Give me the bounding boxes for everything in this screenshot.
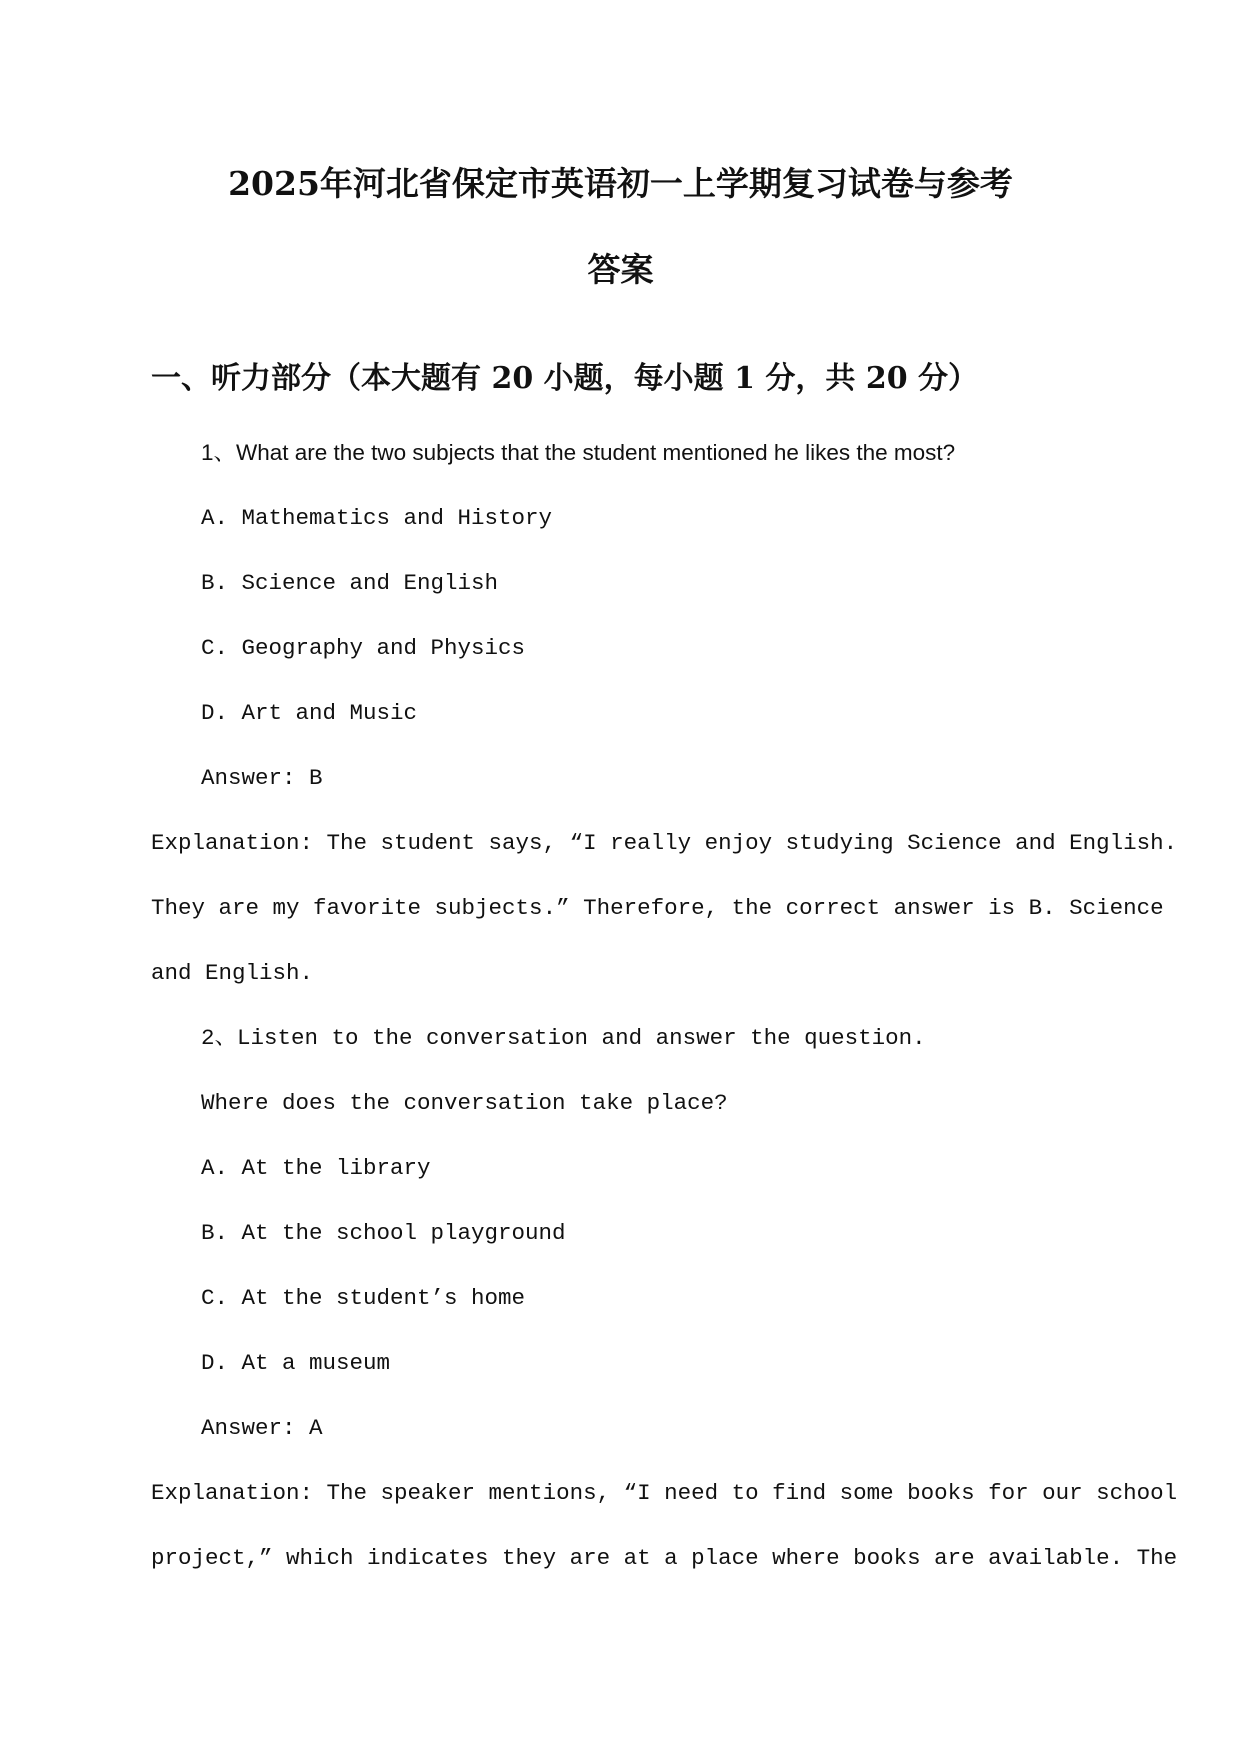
question-1-explanation-line-3: and English.: [151, 960, 314, 986]
question-2-explanation-line-2: project,” which indicates they are at a place where books are available. The: [151, 1545, 1178, 1571]
question-2-prompt: 2、Listen to the conversation and answer the question.: [201, 1025, 926, 1051]
question-1-explanation-line-2: They are my favorite subjects.” Therefore, the correct answer is B. Science: [151, 895, 1164, 921]
document-title-line-2: 答案: [587, 250, 654, 289]
question-1-answer: Answer: B: [201, 765, 323, 791]
question-2-option-b: B. At the school playground: [201, 1220, 566, 1246]
question-2-option-c: C. At the student’s home: [201, 1285, 526, 1311]
question-1-option-c: C. Geography and Physics: [201, 635, 526, 661]
question-2-answer: Answer: A: [201, 1415, 323, 1441]
section-heading-listening: 一、听力部分（本大题有 20 小题，每小题 1 分，共 20 分）: [151, 361, 979, 396]
question-2-option-a: A. At the library: [201, 1155, 431, 1181]
document-title-line-1: 2025年河北省保定市英语初一上学期复习试卷与参考: [228, 164, 1013, 203]
question-1-option-b: B. Science and English: [201, 570, 499, 596]
question-2-explanation-line-1: Explanation: The speaker mentions, “I need to find some books for our school: [151, 1480, 1178, 1506]
question-2-option-d: D. At a museum: [201, 1350, 391, 1376]
question-1-explanation-line-1: Explanation: The student says, “I really enjoy studying Science and English.: [151, 830, 1178, 856]
question-1-option-a: A. Mathematics and History: [201, 505, 553, 531]
question-1-prompt: 1、What are the two subjects that the student mentioned he likes the most?: [201, 440, 956, 465]
question-2-question: Where does the conversation take place?: [201, 1090, 728, 1116]
question-1-option-d: D. Art and Music: [201, 700, 418, 726]
